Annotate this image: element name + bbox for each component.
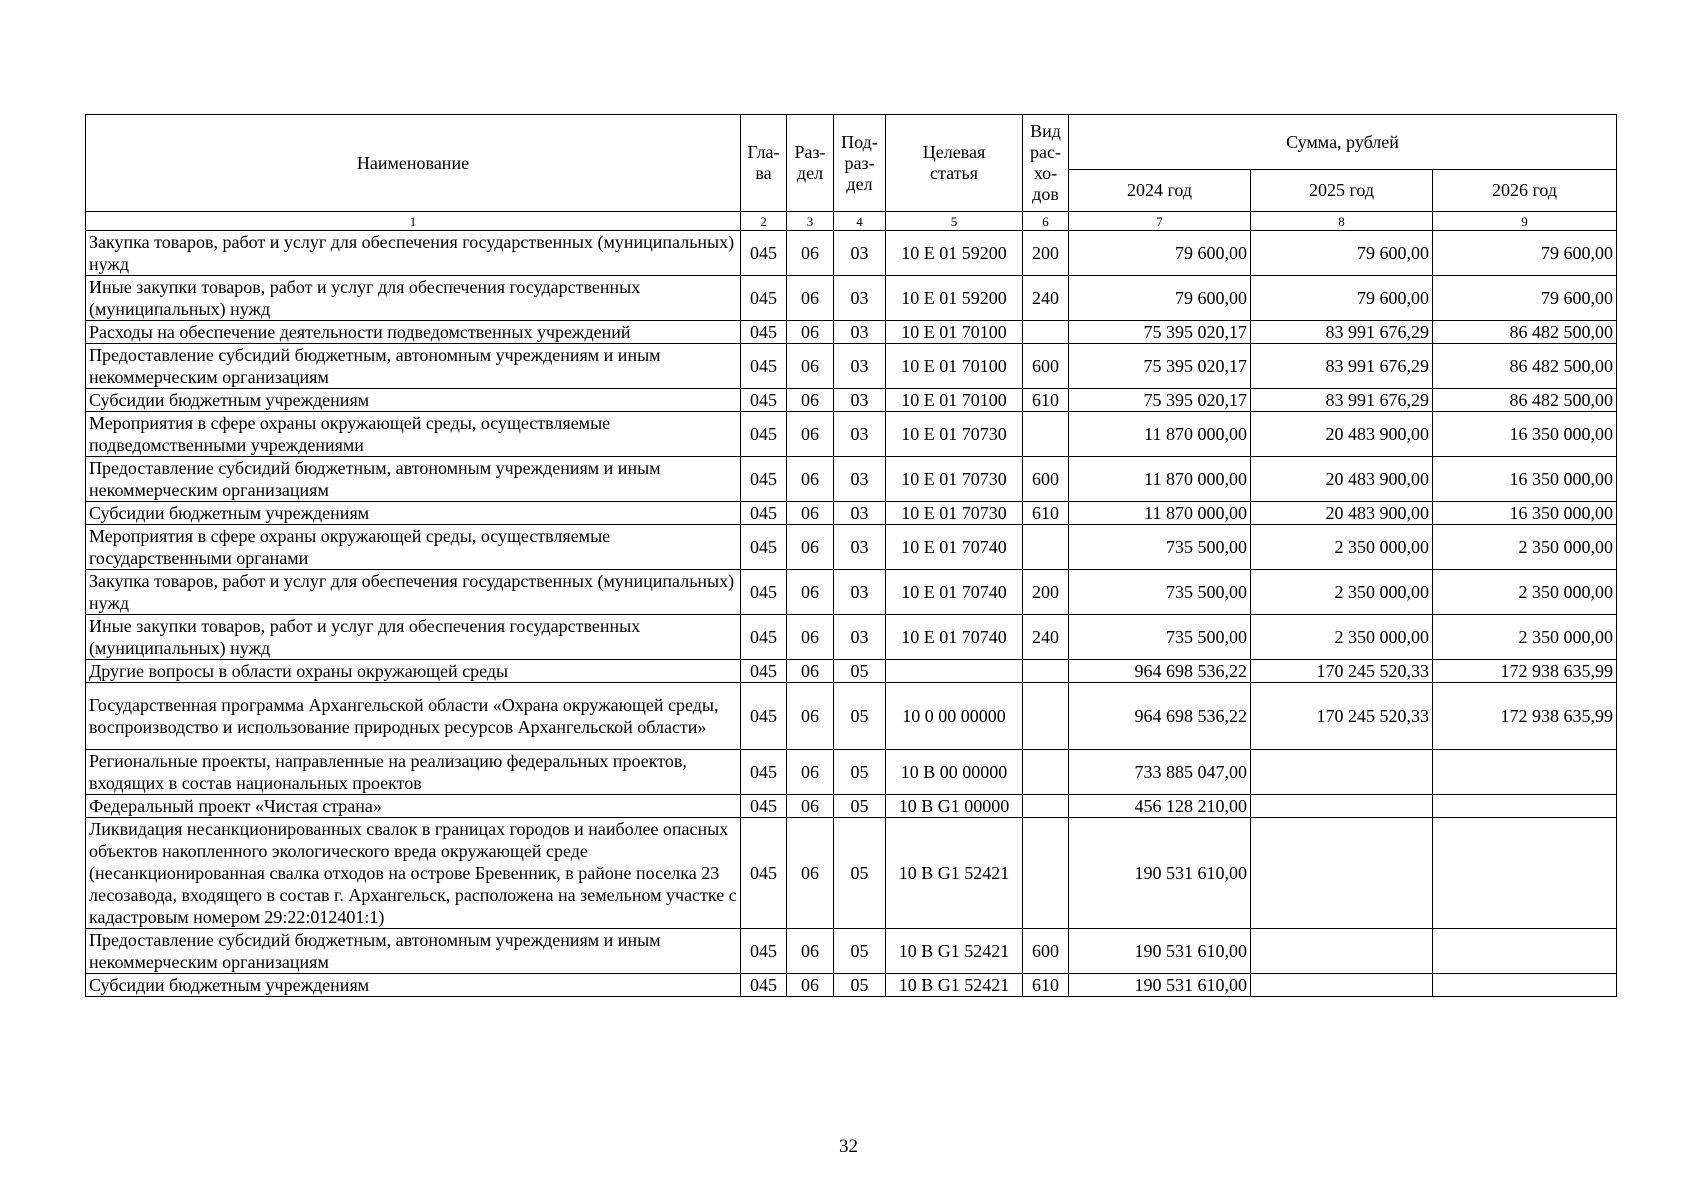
- column-number: 5: [886, 212, 1023, 231]
- row-sum-2024: 11 870 000,00: [1069, 502, 1251, 525]
- table-row: [86, 615, 1617, 660]
- row-expense-type: [1023, 750, 1069, 795]
- column-number: 7: [1069, 212, 1251, 231]
- header-sum: Сумма, рублей: [1069, 115, 1617, 170]
- row-section: 06: [787, 660, 834, 683]
- row-section: 06: [787, 231, 834, 276]
- budget-table: [85, 114, 1617, 997]
- table-row: [86, 683, 1617, 750]
- row-name: Субсидии бюджетным учреждениям: [86, 389, 741, 412]
- row-sum-2024: 456 128 210,00: [1069, 795, 1251, 818]
- table-row: [86, 389, 1617, 412]
- column-number: 4: [834, 212, 886, 231]
- row-name: Расходы на обеспечение деятельности подведомственных учреждений: [86, 321, 741, 344]
- row-name: Государственная программа Архангельской области «Охрана окружающей среды, воспроизводство и использование природных ресурсов Архангельской области»: [86, 683, 741, 750]
- header-year-2026: 2026 год: [1433, 170, 1617, 212]
- row-expense-type: [1023, 660, 1069, 683]
- row-sum-2024: 75 395 020,17: [1069, 389, 1251, 412]
- row-section: 06: [787, 974, 834, 997]
- row-sum-2025: 20 483 900,00: [1251, 502, 1433, 525]
- row-chapter: 045: [741, 321, 787, 344]
- table-row: [86, 795, 1617, 818]
- row-sum-2026: 16 350 000,00: [1433, 457, 1617, 502]
- row-section: 06: [787, 321, 834, 344]
- row-name: Федеральный проект «Чистая страна»: [86, 795, 741, 818]
- row-target-article: 10 Е 01 70100: [886, 321, 1023, 344]
- row-target-article: 10 В G1 52421: [886, 929, 1023, 974]
- row-sum-2025: 20 483 900,00: [1251, 457, 1433, 502]
- row-section: 06: [787, 412, 834, 457]
- column-number: 6: [1023, 212, 1069, 231]
- row-target-article: 10 Е 01 59200: [886, 276, 1023, 321]
- row-expense-type: 600: [1023, 457, 1069, 502]
- column-numbers-row: [86, 212, 1617, 231]
- header-year-2025: 2025 год: [1251, 170, 1433, 212]
- row-expense-type: [1023, 795, 1069, 818]
- row-chapter: 045: [741, 412, 787, 457]
- table-row: [86, 412, 1617, 457]
- row-name: Закупка товаров, работ и услуг для обеспечения государственных (муниципальных) нужд: [86, 570, 741, 615]
- row-target-article: [886, 660, 1023, 683]
- row-sum-2024: 964 698 536,22: [1069, 683, 1251, 750]
- row-sum-2024: 733 885 047,00: [1069, 750, 1251, 795]
- table-row: [86, 502, 1617, 525]
- row-target-article: 10 Е 01 59200: [886, 231, 1023, 276]
- row-sum-2026: 172 938 635,99: [1433, 660, 1617, 683]
- row-sum-2024: 75 395 020,17: [1069, 321, 1251, 344]
- table-row: [86, 344, 1617, 389]
- table-row: [86, 321, 1617, 344]
- table-row: [86, 660, 1617, 683]
- row-sum-2025: 20 483 900,00: [1251, 412, 1433, 457]
- row-section: 06: [787, 344, 834, 389]
- row-expense-type: 610: [1023, 389, 1069, 412]
- row-chapter: 045: [741, 389, 787, 412]
- row-sum-2024: 75 395 020,17: [1069, 344, 1251, 389]
- row-section: 06: [787, 929, 834, 974]
- header-section: Раз- дел: [787, 115, 834, 212]
- row-target-article: 10 0 00 00000: [886, 683, 1023, 750]
- row-sum-2026: 2 350 000,00: [1433, 570, 1617, 615]
- row-section: 06: [787, 795, 834, 818]
- row-target-article: 10 В G1 52421: [886, 818, 1023, 929]
- row-name: Предоставление субсидий бюджетным, автономным учреждениям и иным некоммерческим организациям: [86, 457, 741, 502]
- row-sum-2025: 2 350 000,00: [1251, 570, 1433, 615]
- column-number: 9: [1433, 212, 1617, 231]
- row-sum-2026: [1433, 818, 1617, 929]
- row-chapter: 045: [741, 818, 787, 929]
- row-chapter: 045: [741, 615, 787, 660]
- row-expense-type: [1023, 818, 1069, 929]
- row-subsection: 05: [834, 929, 886, 974]
- row-subsection: 05: [834, 750, 886, 795]
- row-sum-2026: [1433, 974, 1617, 997]
- row-subsection: 03: [834, 502, 886, 525]
- row-section: 06: [787, 457, 834, 502]
- header-target-article: Целевая статья: [886, 115, 1023, 212]
- row-expense-type: 200: [1023, 231, 1069, 276]
- table-row: [86, 525, 1617, 570]
- row-sum-2025: 170 245 520,33: [1251, 683, 1433, 750]
- row-target-article: 10 Е 01 70730: [886, 412, 1023, 457]
- row-expense-type: 600: [1023, 929, 1069, 974]
- row-target-article: 10 В G1 52421: [886, 974, 1023, 997]
- row-sum-2024: 11 870 000,00: [1069, 457, 1251, 502]
- row-subsection: 03: [834, 344, 886, 389]
- row-sum-2024: 735 500,00: [1069, 615, 1251, 660]
- row-sum-2024: 735 500,00: [1069, 525, 1251, 570]
- row-subsection: 03: [834, 570, 886, 615]
- row-name: Иные закупки товаров, работ и услуг для обеспечения государственных (муниципальных) нужд: [86, 615, 741, 660]
- header-subsection: Под- раз- дел: [834, 115, 886, 212]
- row-section: 06: [787, 615, 834, 660]
- row-expense-type: [1023, 683, 1069, 750]
- row-target-article: 10 Е 01 70740: [886, 525, 1023, 570]
- row-section: 06: [787, 389, 834, 412]
- header-expense-type: Вид рас- хо- дов: [1023, 115, 1069, 212]
- row-name: Субсидии бюджетным учреждениям: [86, 974, 741, 997]
- row-sum-2024: 190 531 610,00: [1069, 818, 1251, 929]
- row-name: Предоставление субсидий бюджетным, автономным учреждениям и иным некоммерческим организациям: [86, 344, 741, 389]
- row-sum-2024: 190 531 610,00: [1069, 974, 1251, 997]
- row-sum-2026: [1433, 929, 1617, 974]
- header-name: Наименование: [86, 115, 741, 212]
- row-chapter: 045: [741, 570, 787, 615]
- row-subsection: 05: [834, 974, 886, 997]
- row-sum-2025: 79 600,00: [1251, 276, 1433, 321]
- row-target-article: 10 Е 01 70730: [886, 502, 1023, 525]
- row-chapter: 045: [741, 929, 787, 974]
- row-name: Другие вопросы в области охраны окружающей среды: [86, 660, 741, 683]
- row-target-article: 10 Е 01 70100: [886, 344, 1023, 389]
- row-chapter: 045: [741, 750, 787, 795]
- row-sum-2026: [1433, 795, 1617, 818]
- row-target-article: 10 Е 01 70730: [886, 457, 1023, 502]
- row-chapter: 045: [741, 683, 787, 750]
- row-name: Предоставление субсидий бюджетным, автономным учреждениям и иным некоммерческим организациям: [86, 929, 741, 974]
- row-sum-2025: 83 991 676,29: [1251, 344, 1433, 389]
- row-sum-2026: 86 482 500,00: [1433, 321, 1617, 344]
- row-sum-2026: [1433, 750, 1617, 795]
- row-expense-type: [1023, 525, 1069, 570]
- row-sum-2026: 2 350 000,00: [1433, 525, 1617, 570]
- row-subsection: 03: [834, 412, 886, 457]
- row-sum-2026: 79 600,00: [1433, 276, 1617, 321]
- row-section: 06: [787, 818, 834, 929]
- row-section: 06: [787, 525, 834, 570]
- row-sum-2025: [1251, 818, 1433, 929]
- column-number: 2: [741, 212, 787, 231]
- row-chapter: 045: [741, 795, 787, 818]
- row-expense-type: 240: [1023, 615, 1069, 660]
- row-sum-2026: 2 350 000,00: [1433, 615, 1617, 660]
- row-sum-2026: 16 350 000,00: [1433, 412, 1617, 457]
- table-row: [86, 457, 1617, 502]
- row-section: 06: [787, 570, 834, 615]
- row-subsection: 03: [834, 615, 886, 660]
- row-name: Ликвидация несанкционированных свалок в границах городов и наиболее опасных объектов накопленного экологического вреда окружающей среде (несанкционированная свалка отходов на острове Бревенник, в районе поселка 23 лесозавода, входящего в состав г. Архангельск, расположена на земельном участке с кадастровым номером 29:22:012401:1): [86, 818, 741, 929]
- row-subsection: 03: [834, 389, 886, 412]
- row-sum-2025: 2 350 000,00: [1251, 615, 1433, 660]
- row-section: 06: [787, 502, 834, 525]
- table-row: [86, 929, 1617, 974]
- row-name: Мероприятия в сфере охраны окружающей среды, осуществляемые государственными органами: [86, 525, 741, 570]
- row-target-article: 10 Е 01 70740: [886, 570, 1023, 615]
- row-subsection: 05: [834, 660, 886, 683]
- row-subsection: 05: [834, 818, 886, 929]
- row-expense-type: 610: [1023, 974, 1069, 997]
- row-expense-type: [1023, 412, 1069, 457]
- row-sum-2025: 170 245 520,33: [1251, 660, 1433, 683]
- row-sum-2026: 86 482 500,00: [1433, 389, 1617, 412]
- table-row: [86, 974, 1617, 997]
- row-sum-2025: 83 991 676,29: [1251, 389, 1433, 412]
- row-subsection: 03: [834, 321, 886, 344]
- row-sum-2025: 2 350 000,00: [1251, 525, 1433, 570]
- row-name: Субсидии бюджетным учреждениям: [86, 502, 741, 525]
- table-row: [86, 570, 1617, 615]
- row-target-article: 10 В G1 00000: [886, 795, 1023, 818]
- row-expense-type: [1023, 321, 1069, 344]
- row-sum-2026: 86 482 500,00: [1433, 344, 1617, 389]
- row-sum-2025: 79 600,00: [1251, 231, 1433, 276]
- row-target-article: 10 Е 01 70100: [886, 389, 1023, 412]
- row-sum-2026: 172 938 635,99: [1433, 683, 1617, 750]
- row-expense-type: 600: [1023, 344, 1069, 389]
- row-chapter: 045: [741, 344, 787, 389]
- row-chapter: 045: [741, 525, 787, 570]
- table-row: [86, 276, 1617, 321]
- row-name: Мероприятия в сфере охраны окружающей среды, осуществляемые подведомственными учреждениями: [86, 412, 741, 457]
- row-sum-2024: 11 870 000,00: [1069, 412, 1251, 457]
- table-row: [86, 231, 1617, 276]
- row-sum-2025: [1251, 974, 1433, 997]
- row-expense-type: 200: [1023, 570, 1069, 615]
- row-sum-2024: 79 600,00: [1069, 276, 1251, 321]
- row-sum-2024: 735 500,00: [1069, 570, 1251, 615]
- row-chapter: 045: [741, 660, 787, 683]
- row-chapter: 045: [741, 974, 787, 997]
- header-year-2024: 2024 год: [1069, 170, 1251, 212]
- row-sum-2026: 79 600,00: [1433, 231, 1617, 276]
- row-name: Закупка товаров, работ и услуг для обеспечения государственных (муниципальных) нужд: [86, 231, 741, 276]
- row-sum-2024: 79 600,00: [1069, 231, 1251, 276]
- table-row: [86, 818, 1617, 929]
- row-chapter: 045: [741, 231, 787, 276]
- row-sum-2024: 190 531 610,00: [1069, 929, 1251, 974]
- row-section: 06: [787, 683, 834, 750]
- row-subsection: 03: [834, 231, 886, 276]
- row-subsection: 03: [834, 276, 886, 321]
- row-subsection: 03: [834, 525, 886, 570]
- row-name: Иные закупки товаров, работ и услуг для обеспечения государственных (муниципальных) нужд: [86, 276, 741, 321]
- row-expense-type: 610: [1023, 502, 1069, 525]
- row-section: 06: [787, 276, 834, 321]
- row-subsection: 03: [834, 457, 886, 502]
- row-sum-2025: [1251, 750, 1433, 795]
- header-chapter: Гла- ва: [741, 115, 787, 212]
- header-row: [86, 115, 1617, 170]
- row-chapter: 045: [741, 276, 787, 321]
- row-sum-2025: [1251, 795, 1433, 818]
- row-expense-type: 240: [1023, 276, 1069, 321]
- row-sum-2025: [1251, 929, 1433, 974]
- row-subsection: 05: [834, 683, 886, 750]
- row-name: Региональные проекты, направленные на реализацию федеральных проектов, входящих в состав национальных проектов: [86, 750, 741, 795]
- row-subsection: 05: [834, 795, 886, 818]
- table-row: [86, 750, 1617, 795]
- row-chapter: 045: [741, 457, 787, 502]
- column-number: 8: [1251, 212, 1433, 231]
- row-chapter: 045: [741, 502, 787, 525]
- row-sum-2026: 16 350 000,00: [1433, 502, 1617, 525]
- column-number: 1: [86, 212, 741, 231]
- page-number: 32: [839, 1136, 858, 1157]
- row-sum-2025: 83 991 676,29: [1251, 321, 1433, 344]
- column-number: 3: [787, 212, 834, 231]
- row-sum-2024: 964 698 536,22: [1069, 660, 1251, 683]
- row-section: 06: [787, 750, 834, 795]
- row-target-article: 10 Е 01 70740: [886, 615, 1023, 660]
- row-target-article: 10 В 00 00000: [886, 750, 1023, 795]
